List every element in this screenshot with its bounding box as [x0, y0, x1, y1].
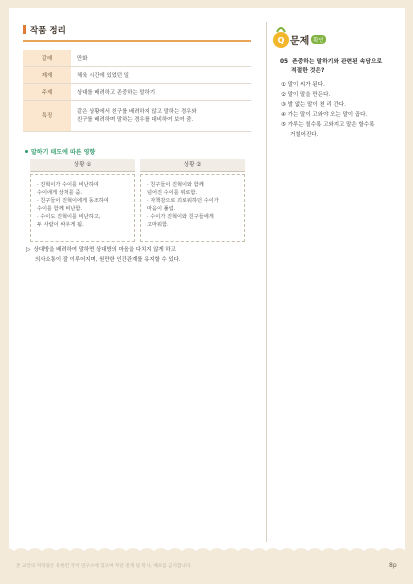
- question-text: 존중하는 말하기와 관련된 속담으로: [292, 59, 383, 65]
- summary-row: [23, 84, 251, 101]
- conclusion-line: 의사소통이 잘 이루어지며, 원만한 인간관계를 유지할 수 있다.: [35, 257, 181, 263]
- option-number: ④: [281, 112, 286, 118]
- badge-title: 문제: [290, 36, 310, 47]
- case1-box: [30, 174, 135, 242]
- title-marker: [23, 25, 26, 34]
- leaf-icon: [277, 28, 285, 32]
- column-divider: [266, 22, 267, 542]
- option-text: 말이 말을 만든다.: [287, 92, 331, 98]
- question: [280, 58, 405, 76]
- case-line: 수이를 함께 비난함.: [37, 206, 83, 212]
- case-line: 넘어진 수이를 위로함.: [147, 190, 198, 196]
- section-title-text: 작품 정리: [30, 26, 66, 36]
- summary-key: 특징: [23, 101, 71, 132]
- summary-value: [71, 101, 251, 132]
- summary-value: 만화: [71, 50, 251, 67]
- case-line: 두 사람이 싸우게 됨.: [37, 222, 84, 228]
- section-title: [23, 24, 251, 42]
- option-number: ③: [281, 102, 286, 108]
- case-line: 고마워함.: [147, 222, 169, 228]
- case-line: · 수이도 진혁이를 비난하고,: [37, 214, 101, 220]
- conclusion-line: 상대방을 배려하여 말하면 상대방의 마음을 다치지 않게 하고: [33, 247, 176, 253]
- summary-row: [23, 101, 251, 132]
- badge-mark: Q: [277, 36, 285, 45]
- case-line: · 친구들이 진혁이에게 동조하여: [37, 198, 109, 204]
- bullet-dot-icon: [25, 150, 28, 153]
- subsection-title: [25, 147, 95, 156]
- subsection-title-text: 말하기 태도에 따른 영향: [31, 149, 96, 156]
- case-line: · 친구들이 진혁이와 함께: [147, 182, 204, 188]
- summary-table: [23, 50, 251, 132]
- case-line: · 진혁이가 수이를 비난하여: [37, 182, 99, 188]
- option-number: ⑤: [281, 122, 286, 128]
- option-3[interactable]: [281, 100, 406, 110]
- option-number: ①: [281, 82, 286, 88]
- summary-row: [23, 67, 251, 84]
- feature-line: 친구를 배려하며 말하는 경우를 대비하여 보여 줌.: [77, 117, 194, 123]
- case2-header: 상황 ②: [140, 159, 245, 172]
- page-number: 8p: [389, 562, 397, 569]
- question-text: 적절한 것은?: [291, 68, 325, 74]
- option-5[interactable]: [281, 120, 406, 140]
- option-text: 가루는 칠수록 고와지고 말은 할수록: [287, 122, 375, 128]
- summary-value: 체육 시간에 있었던 일: [71, 67, 251, 84]
- summary-key: 주제: [23, 84, 71, 101]
- case2-box: [140, 174, 245, 242]
- option-text: 거칠어진다.: [290, 132, 319, 138]
- badge-tag: 확인: [313, 38, 324, 44]
- summary-value: 상대를 배려하고 존중하는 말하기: [71, 84, 251, 101]
- problem-badge: [272, 24, 328, 52]
- option-text: 가는 말이 고와야 오는 말이 곱다.: [287, 112, 368, 118]
- question-number: 05: [280, 59, 289, 65]
- summary-row: [23, 50, 251, 67]
- option-1[interactable]: [281, 80, 406, 90]
- summary-key: 제재: [23, 67, 71, 84]
- case-line: 마음이 풀림.: [147, 206, 176, 212]
- option-text: 말이 씨가 된다.: [287, 82, 325, 88]
- option-number: ②: [281, 92, 286, 98]
- case-line: · 자책감으로 괴로워하던 수이가: [147, 198, 219, 204]
- answer-options: [281, 80, 406, 140]
- case-line: · 수이가 진혁이와 친구들에게: [147, 214, 214, 220]
- option-text: 발 없는 말이 천 리 간다.: [287, 102, 346, 108]
- scallop-edge: [0, 545, 413, 557]
- case1-header: 상황 ①: [30, 159, 135, 172]
- copyright-notice: 본 교안의 저작권은 유한킨 국어 연구소에 있으며 무단 전재 및 복사, 배포를 금지합니다.: [16, 564, 192, 569]
- case-line: 수이에게 상처를 줌.: [37, 190, 83, 196]
- conclusion: [26, 245, 251, 265]
- summary-key: 갈래: [23, 50, 71, 67]
- triangle-right-icon: ▷: [26, 246, 31, 253]
- option-2[interactable]: [281, 90, 406, 100]
- option-4[interactable]: [281, 110, 406, 120]
- feature-line: 같은 상황에서 친구를 배려하지 않고 말하는 경우와: [77, 108, 197, 115]
